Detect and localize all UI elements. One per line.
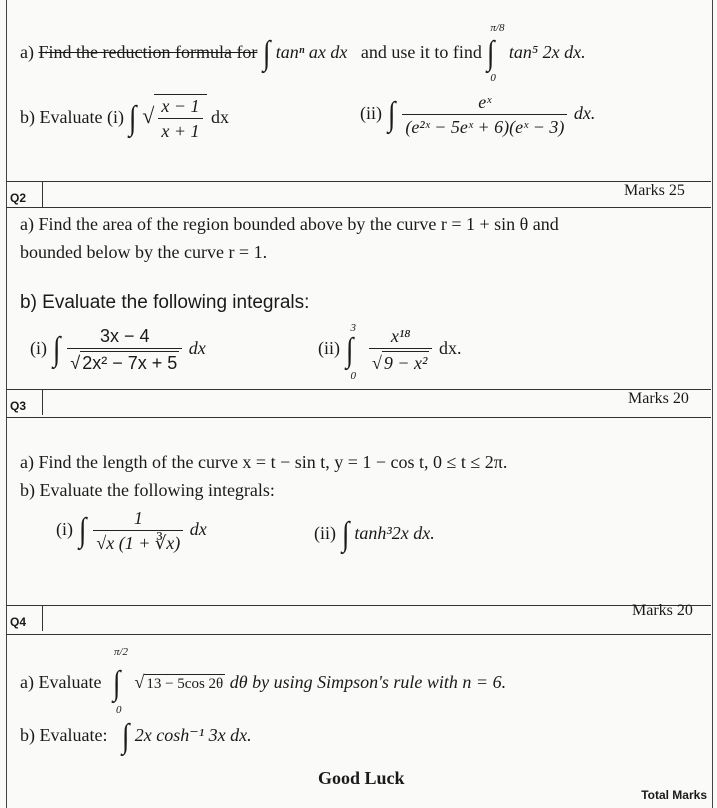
q1-b-i-num: x − 1 bbox=[161, 96, 200, 116]
q3-a-line: a) Find the length of the curve x = t − sin t, y = 1 − cos t, 0 ≤ t ≤ 2π. bbox=[20, 452, 508, 472]
divider bbox=[6, 389, 711, 390]
q3-b-line: b) Evaluate the following integrals: bbox=[20, 480, 275, 500]
sqrt-icon: √ bbox=[142, 103, 155, 129]
q2-marks: Marks 25 bbox=[624, 182, 685, 199]
q2-label: Q2 bbox=[10, 191, 27, 205]
q1-a-prefix: Find the reduction formula for bbox=[38, 42, 258, 63]
integral-sign: ∫ bbox=[52, 331, 60, 368]
q1-part-a bbox=[20, 22, 586, 84]
q4-a-definite-integral bbox=[112, 646, 130, 716]
q2-b-ii-fraction bbox=[369, 326, 432, 374]
q2-b-ii-upper: 3 bbox=[350, 322, 356, 334]
q4-part-b bbox=[20, 720, 252, 754]
q4-a-expr: 13 − 5cos 2θ bbox=[146, 676, 224, 693]
q3-b-ii-expr: tanh³2x dx. bbox=[354, 523, 435, 544]
q2-b-ii-dx: dx. bbox=[438, 338, 462, 359]
q1-a-label: a) bbox=[20, 42, 34, 63]
q4-label-box bbox=[6, 605, 43, 631]
integral-sign: ∫ bbox=[487, 35, 495, 72]
q1-b-i-fraction bbox=[158, 96, 202, 142]
sqrt-icon: √ bbox=[134, 672, 145, 693]
q2-b-i-den: 2x² − 7x + 5 bbox=[82, 353, 178, 373]
integral-sign: ∫ bbox=[345, 332, 353, 369]
divider bbox=[6, 181, 711, 182]
integral-sign: ∫ bbox=[112, 665, 121, 702]
q1-b-ii-dx: dx. bbox=[573, 103, 596, 124]
q2-b-ii-definite-integral bbox=[345, 322, 363, 382]
q2-b-ii bbox=[318, 322, 462, 382]
integral-sign: ∫ bbox=[78, 512, 86, 549]
q2-b-ii-lower: 0 bbox=[350, 370, 356, 382]
q3-label-box bbox=[6, 389, 43, 415]
q2-label-box bbox=[6, 181, 43, 207]
q1-b-i-radicand bbox=[154, 94, 206, 142]
q2-b-i-fraction bbox=[67, 326, 182, 374]
q1-b-ii-fraction bbox=[402, 92, 567, 138]
q1-a-expr2: tan⁵ 2x dx. bbox=[508, 42, 586, 63]
q4-b-expr: 2x cosh⁻¹ 3x dx. bbox=[134, 725, 252, 746]
divider bbox=[6, 207, 711, 208]
q1-a-expr: tanⁿ ax dx bbox=[275, 42, 348, 63]
integral-sign: ∫ bbox=[121, 718, 130, 755]
q4-b-prefix: b) Evaluate: bbox=[20, 725, 108, 746]
q1-b-i-dx: dx bbox=[211, 107, 230, 128]
q3-b-i-label: (i) bbox=[56, 519, 73, 540]
q4-part-a bbox=[20, 646, 507, 716]
q4-marks: Marks 20 bbox=[632, 602, 693, 619]
q3-b-i-fraction bbox=[93, 508, 183, 554]
q4-a-upper: π/2 bbox=[113, 646, 129, 658]
q2-b-ii-num: x¹⁸ bbox=[390, 326, 411, 346]
q2-b-i-dx: dx bbox=[188, 338, 206, 359]
sqrt-icon: √ bbox=[70, 353, 81, 373]
q2-b-ii-label: (ii) bbox=[318, 338, 340, 359]
q4-a-suffix: dθ by using Simpson's rule with n = 6. bbox=[229, 672, 507, 693]
q3-b-ii bbox=[314, 518, 435, 552]
q3-b-ii-label: (ii) bbox=[314, 523, 336, 544]
q1-b-label: b) Evaluate bbox=[20, 107, 103, 128]
total-marks: Total Marks bbox=[641, 788, 707, 802]
q4-label: Q4 bbox=[10, 615, 27, 629]
q1-b-ii-label: (ii) bbox=[360, 103, 382, 124]
q1-a-lower-limit: 0 bbox=[490, 72, 496, 84]
q1-b-ii-num: eˣ bbox=[478, 92, 492, 112]
q1-a-upper-limit: π/8 bbox=[490, 22, 505, 34]
good-luck: Good Luck bbox=[318, 768, 405, 788]
integral-sign: ∫ bbox=[129, 100, 137, 137]
q2-b-i-num: 3x − 4 bbox=[100, 326, 150, 346]
q3-b-i-num: 1 bbox=[133, 508, 143, 528]
q1-b-ii-den: (e²ˣ − 5eˣ + 6)(eˣ − 3) bbox=[402, 114, 567, 138]
q4-a-prefix: a) Evaluate bbox=[20, 672, 102, 693]
q2-b-i-label: (i) bbox=[30, 338, 47, 359]
q1-part-b-ii bbox=[360, 92, 595, 138]
q3-b-i-den: √x (1 + ∛x) bbox=[93, 530, 183, 554]
divider bbox=[6, 634, 711, 635]
divider bbox=[6, 605, 711, 606]
q1-a-definite-integral bbox=[486, 22, 505, 84]
q3-b-i bbox=[56, 508, 207, 554]
sqrt-icon: √ bbox=[372, 353, 382, 373]
q2-b-i bbox=[30, 326, 206, 374]
q4-a-lower: 0 bbox=[115, 704, 122, 716]
divider bbox=[6, 417, 711, 418]
integral-sign: ∫ bbox=[387, 96, 395, 133]
q2-b-ii-den: 9 − x² bbox=[383, 353, 428, 373]
q2-a-line1: a) Find the area of the region bounded above by the curve r = 1 + sin θ and bbox=[20, 214, 559, 234]
integral-sign: ∫ bbox=[341, 516, 349, 553]
q1-part-b bbox=[20, 94, 229, 142]
q1-a-middle: and use it to find bbox=[360, 42, 482, 63]
q1-b-i-den: x + 1 bbox=[158, 118, 202, 142]
q1-b-i-label: (i) bbox=[106, 107, 124, 128]
q3-label: Q3 bbox=[10, 399, 27, 413]
q3-b-i-dx: dx bbox=[189, 519, 207, 540]
q2-a-line2: bounded below by the curve r = 1. bbox=[20, 242, 268, 262]
integral-sign: ∫ bbox=[262, 35, 271, 72]
q2-b-line: b) Evaluate the following integrals: bbox=[20, 292, 310, 313]
q3-marks: Marks 20 bbox=[628, 390, 689, 407]
